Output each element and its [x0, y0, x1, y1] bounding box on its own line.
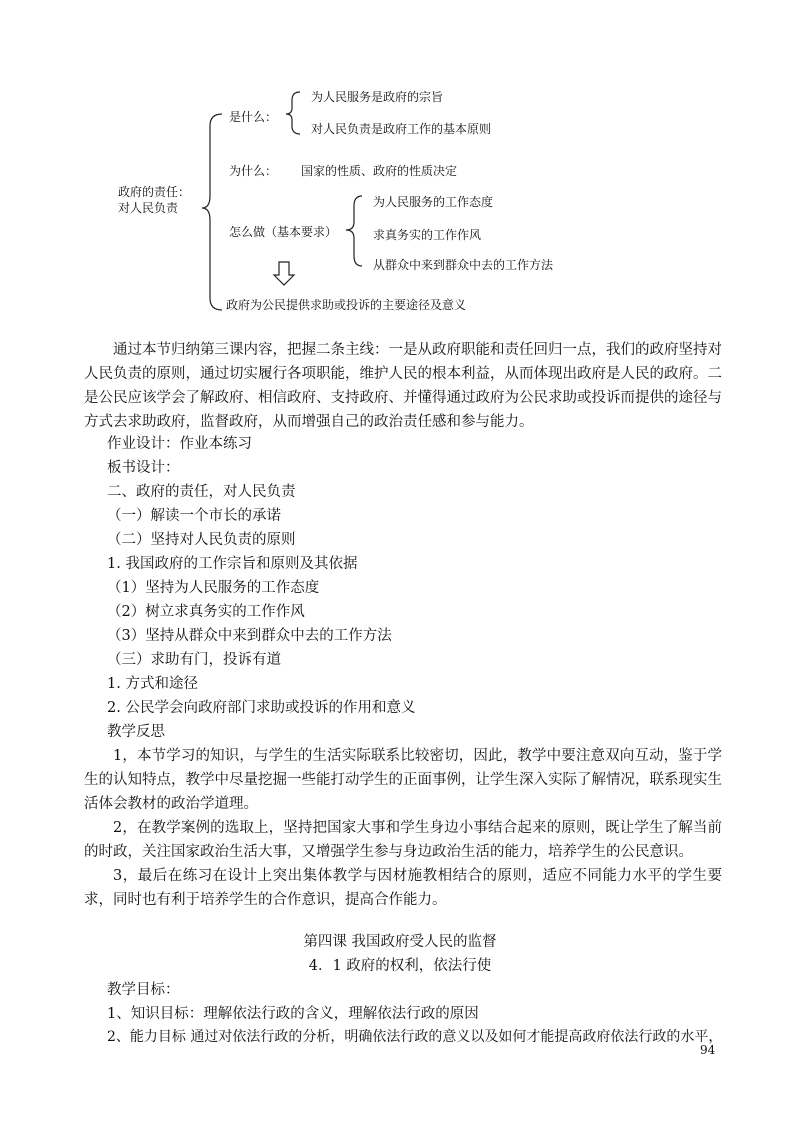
reflection-paragraph: 1，本节学习的知识，与学生的生活实际联系比较密切，因此，教学中要注意双向互动，鉴于学生的认知特点，教学中尽量挖掘一些能打动学生的正面事例，让学生深入实际了解情况，联系现实生活体会教材的政治学道理。 — [84, 748, 722, 812]
down-arrow-icon — [274, 262, 294, 285]
board-line: 1. 方式和途径 — [107, 676, 198, 692]
main-brace — [202, 114, 222, 310]
diagram-how-item: 从群众中来到群众中去的工作方法 — [373, 258, 554, 272]
diagram-what-label: 是什么： — [229, 110, 278, 124]
diagram-how-item: 为人民服务的工作态度 — [373, 195, 494, 209]
what-brace — [286, 92, 300, 134]
objective-line: 2、能力目标 通过对依法行政的分析，明确依法行政的意义以及如何才能提高政府依法行政的水平， — [107, 1029, 723, 1045]
board-line: 2. 公民学会向政府部门求助或投诉的作用和意义 — [107, 700, 416, 716]
section-title: 4．1 政府的权利，依法行使 — [308, 958, 492, 974]
diagram-why-label: 为什么： — [229, 164, 278, 178]
reflection-title: 教学反思 — [107, 724, 165, 740]
board-line: （2）树立求真务实的工作作风 — [107, 604, 305, 620]
board-line: （三）求助有门，投诉有道 — [107, 652, 281, 668]
diagram-why-text: 国家的性质、政府的性质决定 — [301, 164, 458, 178]
board-line: （3）坚持从群众中来到群众中去的工作方法 — [107, 628, 392, 644]
board-line: （1）坚持为人民服务的工作态度 — [107, 580, 320, 596]
reflection-paragraph: 2，在教学案例的选取上，坚持把国家大事和学生身边小事结合起来的原则，既让学生了解当前的时政，关注国家政治生活大事，又增强学生参与身边政治生活的能力，培养学生的公民意识。 — [84, 820, 722, 860]
board-line: 二、政府的责任，对人民负责 — [107, 484, 296, 500]
diagram-root-line1: 政府的责任： — [118, 185, 191, 199]
diagram-bottom-text: 政府为公民提供求助或投诉的主要途径及意义 — [226, 298, 467, 312]
objective-line: 1、知识目标：理解依法行政的含义，理解依法行政的原因 — [107, 1006, 479, 1022]
summary-paragraph: 通过本节归纳第三课内容，把握二条主线：一是从政府职能和责任回归一点，我们的政府坚持对人民负责的原则，通过切实履行各项职能，维护人民的根本利益，从而体现出政府是人民的政府。二是公民应该学会了解政府、相信政府、支持政府、并懂得通过政府为公民求助或投诉而提供的途径与方式去求助政府，监督政府，从而增强自己的政治责任感和参与能力。 — [84, 342, 722, 430]
diagram-what-item: 为人民服务是政府的宗旨 — [311, 90, 444, 104]
how-brace — [346, 196, 362, 266]
board-title: 板书设计： — [107, 460, 180, 476]
diagram-how-item: 求真务实的工作作风 — [373, 228, 482, 242]
diagram-root-line2: 对人民负责 — [118, 201, 179, 215]
lesson-title: 第四课 我国政府受人民的监督 — [303, 934, 497, 950]
diagram-what-item: 对人民负责是政府工作的基本原则 — [311, 122, 492, 136]
page-number: 94 — [700, 1043, 716, 1057]
objectives-title: 教学目标： — [107, 982, 180, 998]
board-line: （一）解读一个市长的承诺 — [107, 508, 281, 524]
reflection-paragraph: 3，最后在练习在设计上突出集体教学与因材施教相结合的原则，适应不同能力水平的学生要求，同时也有利于培养学生的合作意识，提高合作能力。 — [84, 868, 722, 908]
board-line: （二）坚持对人民负责的原则 — [107, 532, 296, 548]
homework-line: 作业设计：作业本练习 — [107, 436, 252, 452]
board-line: 1. 我国政府的工作宗旨和原则及其依据 — [107, 556, 358, 572]
diagram-how-label: 怎么做（基本要求） — [229, 225, 338, 239]
